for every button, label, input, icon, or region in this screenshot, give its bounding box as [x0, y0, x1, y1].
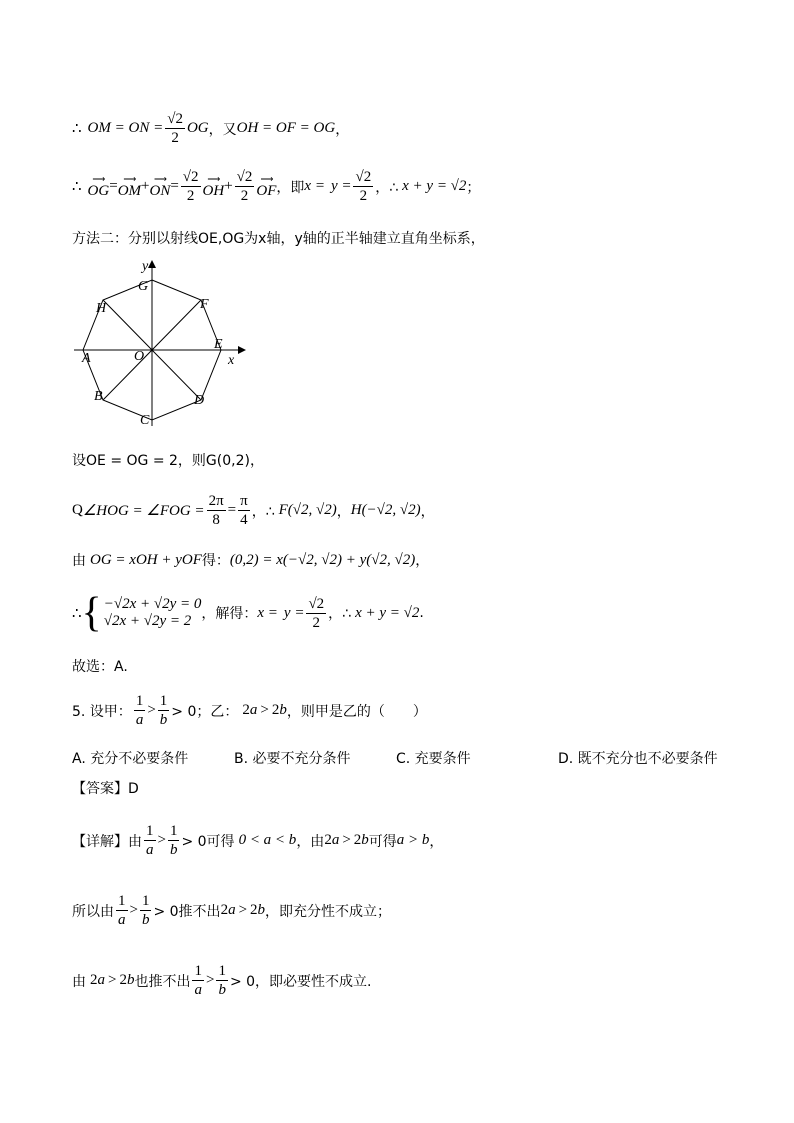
line-om-on: ∴ OM = ON = $\frac{√2}{2}$ OG ，又 OH = OF = OG ，: [72, 111, 350, 146]
option-b: B. 必要不充分条件: [234, 751, 351, 767]
y-axis-arrow: [148, 260, 156, 268]
equation-system: −√2x + √2y = 0 √2x + √2y = 2: [103, 596, 202, 629]
last-line: 由 2 a > 2 b 也推不出 $\frac{1}{a}$ > $\frac{1}{b}$ > 0，即必要性不成立.: [72, 963, 372, 998]
equation-system-line: ∴ { −√2x + √2y = 0 √2x + √2y = 2 ，解得： x = y = $\frac{√2}{2}$ ，∴ x + y = √2 .: [72, 590, 424, 636]
label-c: C: [140, 413, 150, 428]
fraction: $\frac{\pi}{4}$: [240, 493, 248, 528]
question-5: 5. 设甲： $\frac{1}{a}$ > $\frac{1}{b}$ > 0；乙： 2 a > 2 b ，则甲是乙的（ ）: [72, 693, 427, 728]
label-f: F: [200, 297, 209, 312]
label-o: O: [134, 349, 145, 364]
answer-label: 【答案】D: [72, 781, 139, 797]
fraction: $\frac{1}{a}$: [194, 963, 202, 998]
fraction: $\frac{1}{a}$: [146, 823, 154, 858]
label-e: E: [214, 337, 223, 352]
vector-oh: ⟶ OH: [202, 173, 225, 199]
option-d: D. 既不充分也不必要条件: [558, 751, 718, 767]
fraction: $\frac{2\pi}{8}$: [208, 493, 224, 528]
method-two-text: 方法二：分别以射线OE,OG为x轴，y轴的正半轴建立直角坐标系，: [72, 231, 485, 247]
label-y: y: [142, 259, 149, 274]
fraction: $\frac{1}{a}$: [135, 693, 144, 728]
vector-of: ⟶ OF: [256, 173, 277, 199]
vector-on: ⟶ ON: [149, 173, 171, 199]
brace: {: [81, 590, 102, 636]
fraction: $\frac{√2}{2}$: [182, 169, 199, 204]
fraction: $\frac{1}{b}$: [169, 823, 178, 858]
x-axis-arrow: [238, 346, 246, 354]
vector-og: ⟶ OG: [87, 173, 110, 199]
fraction: $\frac{1}{a}$: [118, 893, 126, 928]
so-line: 所以由 $\frac{1}{a}$ > $\frac{1}{b}$ > 0推不出 2 a > 2 b ，即充分性不成立；: [72, 893, 392, 928]
label-h: H: [96, 301, 107, 316]
fraction: $\frac{1}{b}$: [159, 693, 168, 728]
detail-line: 【详解】由 $\frac{1}{a}$ > $\frac{1}{b}$ > 0可得 0 < a < b ，由 2 a > 2 b 可得 a > b ，: [72, 823, 444, 858]
option-c: C. 充要条件: [396, 751, 471, 767]
choose-answer: 故选：A.: [72, 659, 128, 675]
label-b: B: [94, 389, 103, 404]
fraction: $\frac{1}{b}$: [141, 893, 150, 928]
angle-line: Q ∠HOG = ∠FOG = $\frac{2\pi}{8}$ = $\frac{\pi}{4}$ ，∴ F(√2, √2) ， H(−√2, √2) ，: [72, 493, 435, 528]
fraction: $\frac{√2}{2}$: [355, 169, 372, 204]
label-a: A: [82, 351, 91, 366]
fraction: $\frac{√2}{2}$: [167, 111, 183, 146]
fraction: $\frac{√2}{2}$: [308, 595, 325, 631]
label-x: x: [228, 353, 235, 368]
vector-om: ⟶ OM: [117, 173, 142, 199]
fraction: $\frac{√2}{2}$: [236, 169, 253, 204]
label-g: G: [138, 279, 149, 294]
line-vector-sum: ∴ ⟶ OG = ⟶ OM + ⟶ ON = $\frac{√2}{2}$ ⟶ OH + $\frac{√2}{2}$ ⟶ OF ，即 x = y = $\frac{√2}{2}$ ，∴ x + y = √2 ；: [72, 169, 481, 204]
octagon-figure: [70, 258, 250, 428]
vector-line: 由 OG = xOH + yOF 得： (0,2) = x(−√2, √2) + y(√2, √2) ，: [72, 551, 430, 569]
option-a: A. 充分不必要条件: [72, 751, 189, 767]
set-line: 设OE = OG = 2，则G(0,2)，: [72, 453, 264, 469]
label-d: D: [194, 393, 205, 408]
fraction: $\frac{1}{b}$: [218, 963, 226, 998]
